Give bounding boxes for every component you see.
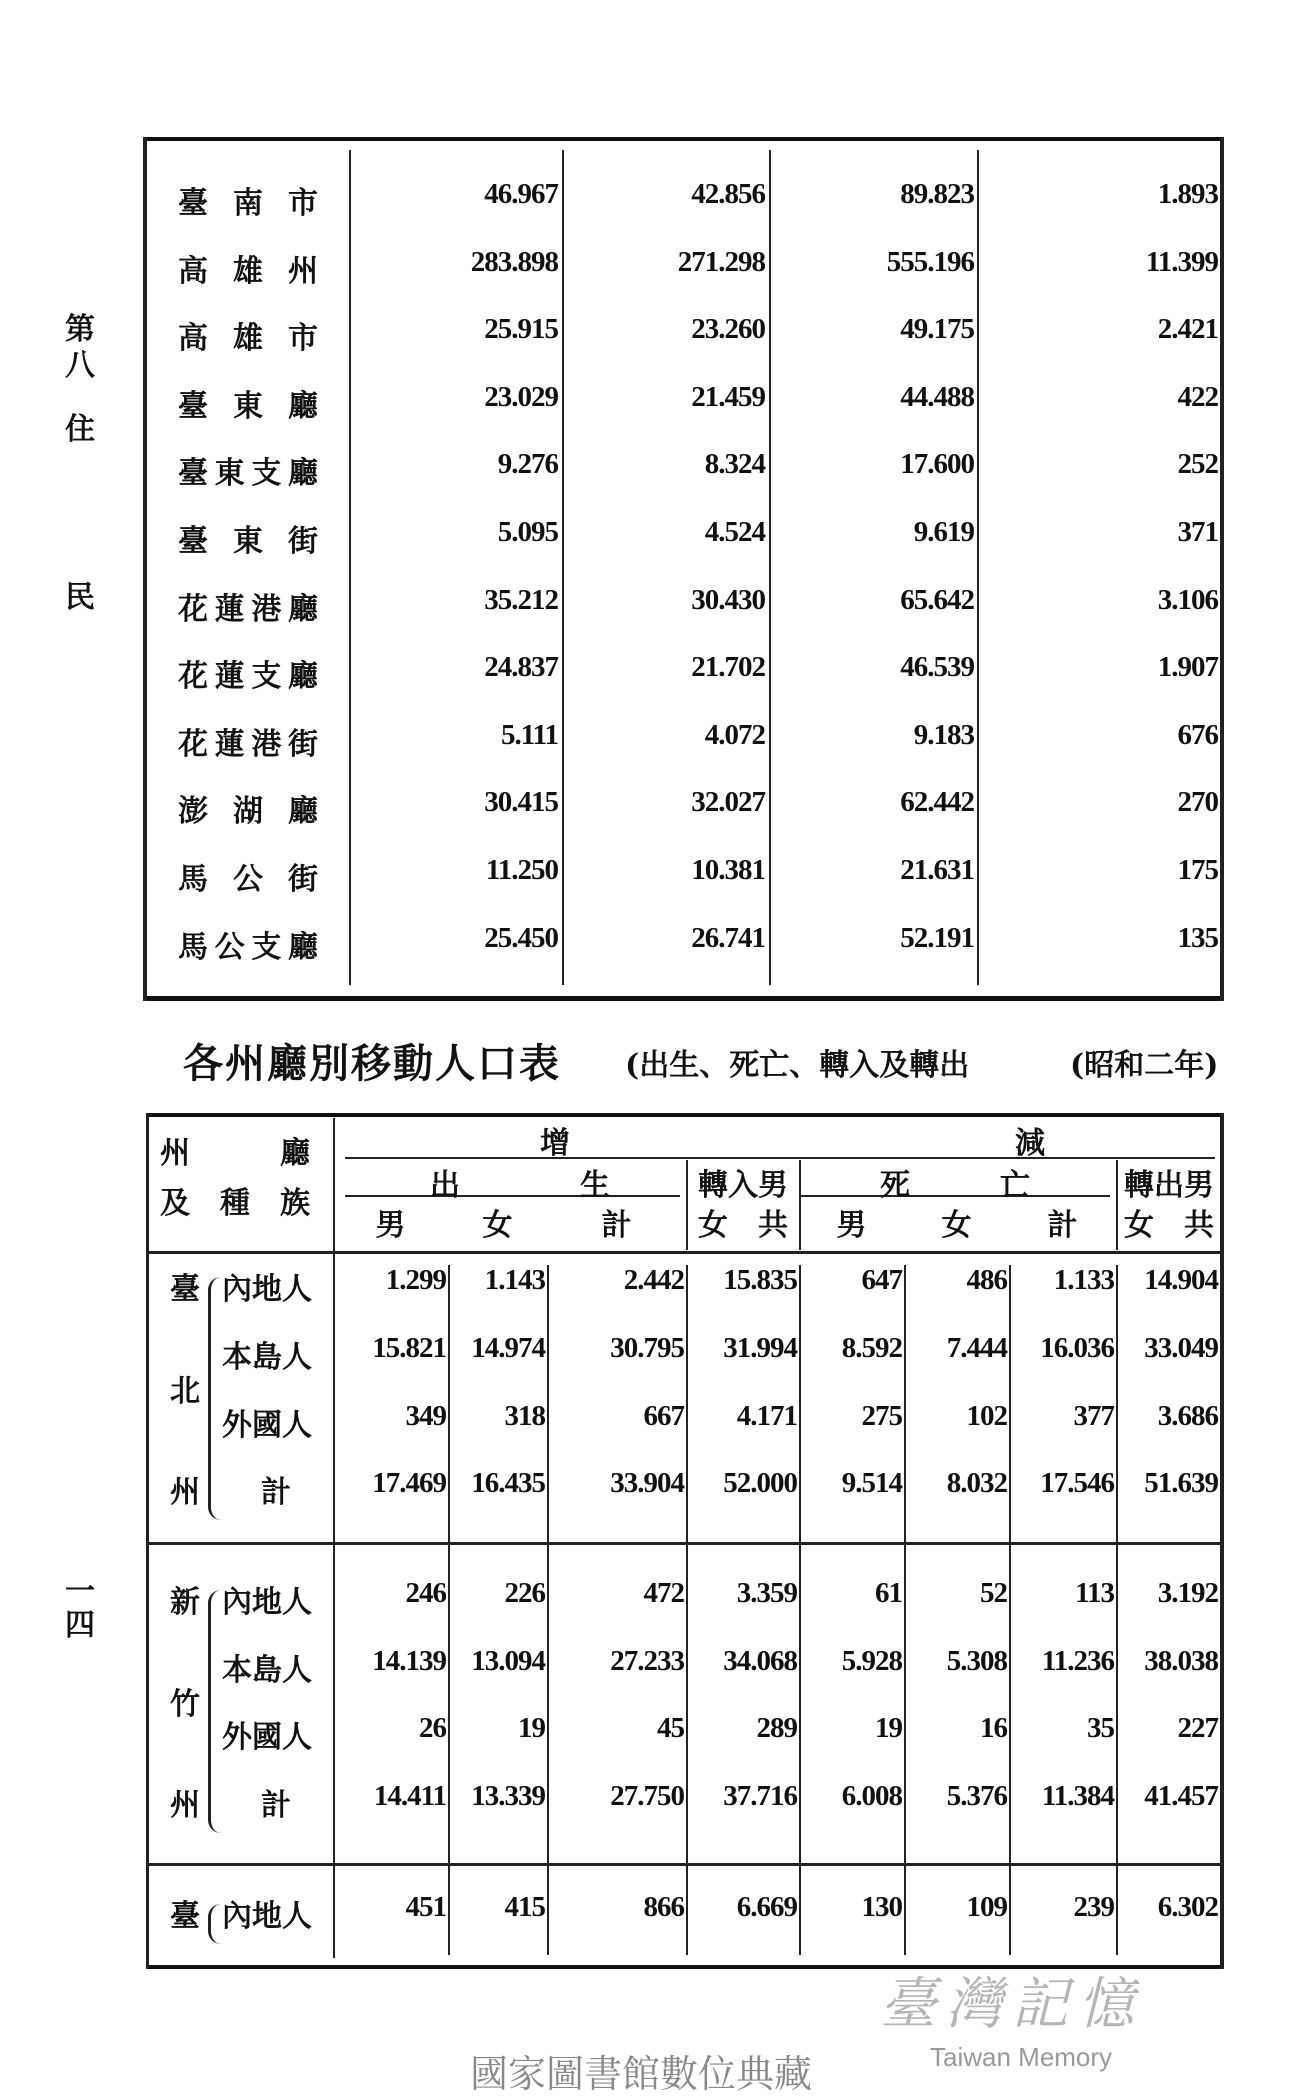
header-death: 死 亡	[880, 1168, 1030, 1203]
header-transfer-out-2: 女 共	[1124, 1208, 1214, 1243]
header-total2: 計	[1047, 1208, 1078, 1243]
cell-value: 31.994	[723, 1332, 797, 1364]
table-bottom-border	[146, 1965, 1223, 1969]
cell-value: 226	[504, 1577, 545, 1609]
cell-value: 6.302	[1157, 1891, 1218, 1923]
header-rule	[345, 1157, 1215, 1159]
group-divider	[146, 1863, 1223, 1866]
table-top-border	[146, 1113, 1223, 1117]
cell-value: 7.444	[946, 1332, 1007, 1364]
header-divider-v	[686, 1160, 688, 1250]
cell-value: 472	[643, 1577, 684, 1609]
cell-value: 11.236	[1041, 1645, 1114, 1677]
cell-value: 15.835	[723, 1264, 797, 1296]
cell-value: 14.904	[1144, 1264, 1218, 1296]
cell-value: 37.716	[723, 1780, 797, 1812]
cell-value: 11.399	[1145, 245, 1218, 278]
cell-value: 23.260	[691, 313, 765, 346]
cell-value: 275	[861, 1400, 902, 1432]
cell-value: 8.592	[841, 1332, 902, 1364]
cell-value: 16	[980, 1712, 1007, 1744]
column-divider	[1116, 1265, 1118, 1955]
region-char: 州	[170, 1788, 200, 1823]
cell-value: 38.038	[1144, 1645, 1218, 1677]
ethnicity-label: 外國人	[222, 1720, 312, 1755]
ethnicity-label: 計	[261, 1788, 291, 1823]
group-divider	[146, 1542, 1223, 1545]
header-ethnicity: 及 種 族	[160, 1186, 310, 1221]
cell-value: 10.381	[691, 854, 765, 886]
cell-value: 27.233	[610, 1645, 684, 1677]
cell-value: 24.837	[484, 651, 558, 684]
watermark-logo: 臺灣記憶	[880, 1972, 1144, 2037]
cell-value: 270	[1177, 786, 1218, 819]
column-divider	[904, 1265, 906, 1955]
cell-value: 89.823	[900, 178, 974, 210]
cell-value: 271.298	[677, 245, 765, 278]
cell-value: 35	[1087, 1712, 1114, 1744]
chapter-char-1: 住	[65, 412, 95, 447]
region-char: 臺	[170, 1272, 200, 1307]
cell-value: 6.008	[841, 1780, 902, 1812]
cell-value: 8.032	[946, 1467, 1007, 1499]
cell-value: 25.915	[484, 313, 558, 346]
chapter-label: 第八	[65, 312, 95, 383]
cell-value: 13.339	[471, 1780, 545, 1812]
header-male2: 男	[836, 1208, 867, 1243]
header-total: 計	[601, 1208, 632, 1243]
table-year: (昭和二年)	[1070, 1048, 1219, 1083]
cell-value: 1.299	[385, 1264, 446, 1296]
cell-value: 289	[756, 1712, 797, 1744]
cell-value: 11.384	[1041, 1780, 1114, 1812]
region-char: 竹	[170, 1686, 200, 1722]
column-divider	[448, 1265, 450, 1955]
cell-value: 8.324	[704, 448, 765, 481]
region-char: 州	[170, 1475, 200, 1510]
cell-value: 6.669	[736, 1891, 797, 1923]
region-name: 馬公街	[178, 862, 318, 897]
cell-value: 61	[875, 1577, 902, 1609]
cell-value: 42.856	[691, 178, 765, 210]
brace-bracket	[208, 1590, 221, 1833]
region-name: 花蓮港街	[178, 726, 318, 762]
cell-value: 3.359	[736, 1577, 797, 1609]
table-left-border	[146, 1113, 149, 1969]
cell-value: 3.106	[1157, 583, 1218, 616]
header-transfer-out: 轉出男	[1124, 1168, 1214, 1203]
cell-value: 30.415	[484, 786, 558, 819]
ethnicity-label: 內地人	[222, 1899, 312, 1934]
cell-value: 283.898	[470, 245, 558, 278]
region-name: 花蓮港廳	[178, 591, 318, 627]
cell-value: 555.196	[886, 245, 974, 278]
cell-value: 2.421	[1157, 313, 1218, 346]
ethnicity-label: 計	[261, 1475, 291, 1510]
ethnicity-label: 內地人	[222, 1585, 312, 1620]
ethnicity-label: 內地人	[222, 1272, 312, 1307]
cell-value: 647	[861, 1264, 902, 1296]
region-char: 臺	[170, 1899, 200, 1934]
cell-value: 239	[1073, 1891, 1114, 1923]
cell-value: 9.276	[497, 448, 558, 481]
header-female2: 女	[941, 1208, 972, 1243]
header-male: 男	[375, 1208, 406, 1243]
cell-value: 102	[966, 1400, 1007, 1432]
column-divider	[547, 1265, 549, 1955]
region-name: 花蓮支廳	[178, 659, 318, 695]
column-divider	[333, 1118, 335, 1958]
region-name: 馬公支廳	[178, 929, 318, 965]
watermark-text: Taiwan Memory	[930, 2042, 1113, 2072]
cell-value: 21.459	[691, 380, 765, 413]
cell-value: 252	[1177, 448, 1218, 481]
cell-value: 19	[518, 1712, 545, 1744]
cell-value: 17.600	[900, 448, 974, 481]
cell-value: 25.450	[484, 921, 558, 954]
cell-value: 30.430	[691, 583, 765, 616]
column-divider	[799, 1265, 801, 1955]
cell-value: 109	[966, 1891, 1007, 1923]
cell-value: 46.967	[484, 178, 558, 210]
table-subtitle: (出生、死亡、轉入及轉出	[625, 1048, 970, 1083]
cell-value: 33.049	[1144, 1332, 1218, 1364]
cell-value: 41.457	[1144, 1780, 1218, 1812]
cell-value: 9.619	[913, 516, 974, 548]
cell-value: 33.904	[610, 1467, 684, 1499]
cell-value: 3.686	[1157, 1400, 1218, 1432]
cell-value: 5.111	[500, 718, 558, 751]
cell-value: 13.094	[471, 1645, 545, 1677]
region-name: 臺東街	[178, 524, 318, 559]
cell-value: 9.183	[913, 718, 974, 751]
cell-value: 21.702	[691, 651, 765, 684]
region-char: 新	[170, 1585, 200, 1620]
region-name: 高雄市	[178, 321, 318, 357]
cell-value: 14.411	[373, 1780, 446, 1812]
cell-value: 175	[1177, 854, 1218, 886]
cell-value: 45	[657, 1712, 684, 1744]
cell-value: 866	[643, 1891, 684, 1923]
cell-value: 113	[1075, 1577, 1114, 1609]
cell-value: 1.143	[484, 1264, 545, 1296]
cell-value: 17.546	[1040, 1467, 1114, 1499]
cell-value: 4.171	[736, 1400, 797, 1432]
cell-value: 486	[966, 1264, 1007, 1296]
cell-value: 14.139	[372, 1645, 446, 1677]
cell-value: 246	[405, 1577, 446, 1609]
cell-value: 44.488	[900, 380, 974, 413]
cell-value: 2.442	[623, 1264, 684, 1296]
cell-value: 349	[405, 1400, 446, 1432]
cell-value: 52	[980, 1577, 1007, 1609]
cell-value: 27.750	[610, 1780, 684, 1812]
cell-value: 9.514	[841, 1467, 902, 1499]
cell-value: 52.000	[723, 1467, 797, 1499]
ethnicity-label: 外國人	[222, 1408, 312, 1443]
header-birth: 出 生	[430, 1168, 610, 1203]
cell-value: 26	[419, 1712, 446, 1744]
cell-value: 1.907	[1157, 651, 1218, 684]
cell-value: 1.133	[1053, 1264, 1114, 1296]
region-name: 臺東支廳	[178, 456, 318, 492]
cell-value: 16.036	[1040, 1332, 1114, 1364]
header-transfer-in-2: 女 共	[698, 1208, 788, 1243]
cell-value: 5.095	[497, 516, 558, 548]
cell-value: 676	[1177, 718, 1218, 751]
region-name: 澎湖廳	[178, 794, 318, 830]
page-number: 一四	[65, 1574, 95, 1643]
cell-value: 5.308	[946, 1645, 1007, 1677]
cell-value: 62.442	[900, 786, 974, 819]
header-female: 女	[482, 1208, 513, 1243]
cell-value: 14.974	[471, 1332, 545, 1364]
cell-value: 16.435	[471, 1467, 545, 1499]
cell-value: 17.469	[372, 1467, 446, 1499]
ethnicity-label: 本島人	[222, 1653, 312, 1688]
cell-value: 415	[504, 1891, 545, 1923]
cell-value: 26.741	[691, 921, 765, 954]
header-transfer-in: 轉入男	[698, 1168, 788, 1203]
region-char: 北	[170, 1374, 200, 1409]
cell-value: 32.027	[691, 786, 765, 819]
cell-value: 377	[1073, 1400, 1114, 1432]
header-region: 州 廳	[160, 1136, 310, 1171]
cell-value: 49.175	[900, 313, 974, 346]
region-name: 臺南市	[178, 186, 318, 221]
cell-value: 451	[405, 1891, 446, 1923]
column-divider	[686, 1265, 688, 1955]
cell-value: 227	[1177, 1712, 1218, 1744]
cell-value: 1.893	[1157, 178, 1218, 210]
cell-value: 23.029	[484, 380, 558, 413]
cell-value: 422	[1177, 380, 1218, 413]
cell-value: 3.192	[1157, 1577, 1218, 1609]
cell-value: 51.639	[1144, 1467, 1218, 1499]
cell-value: 15.821	[372, 1332, 446, 1364]
cell-value: 5.928	[841, 1645, 902, 1677]
region-name: 高雄州	[178, 253, 318, 289]
cell-value: 667	[643, 1400, 684, 1432]
brace-bracket	[208, 1904, 221, 1944]
cell-value: 65.642	[900, 583, 974, 616]
ethnicity-label: 本島人	[222, 1340, 312, 1375]
cell-value: 19	[875, 1712, 902, 1744]
cell-value: 135	[1177, 921, 1218, 954]
cell-value: 34.068	[723, 1645, 797, 1677]
cell-value: 30.795	[610, 1332, 684, 1364]
cell-value: 21.631	[900, 854, 974, 886]
cell-value: 5.376	[946, 1780, 1007, 1812]
cell-value: 11.250	[485, 854, 558, 886]
cell-value: 371	[1177, 516, 1218, 548]
header-decrease: 減	[1015, 1126, 1045, 1161]
footer-archive-label: 國家圖書館數位典藏	[470, 2052, 813, 2096]
region-name: 臺東廳	[178, 388, 318, 424]
brace-bracket	[208, 1277, 221, 1520]
header-increase: 增	[540, 1126, 570, 1161]
header-divider	[146, 1251, 1223, 1254]
column-divider	[1009, 1265, 1011, 1955]
cell-value: 4.072	[704, 718, 765, 751]
cell-value: 318	[504, 1400, 545, 1432]
cell-value: 130	[861, 1891, 902, 1923]
cell-value: 4.524	[704, 516, 765, 548]
cell-value: 52.191	[900, 921, 974, 954]
cell-value: 46.539	[900, 651, 974, 684]
table-right-border	[1220, 1113, 1224, 1969]
chapter-char-2: 民	[65, 580, 95, 615]
cell-value: 35.212	[484, 583, 558, 616]
table-title: 各州廳別移動人口表	[183, 1040, 561, 1087]
